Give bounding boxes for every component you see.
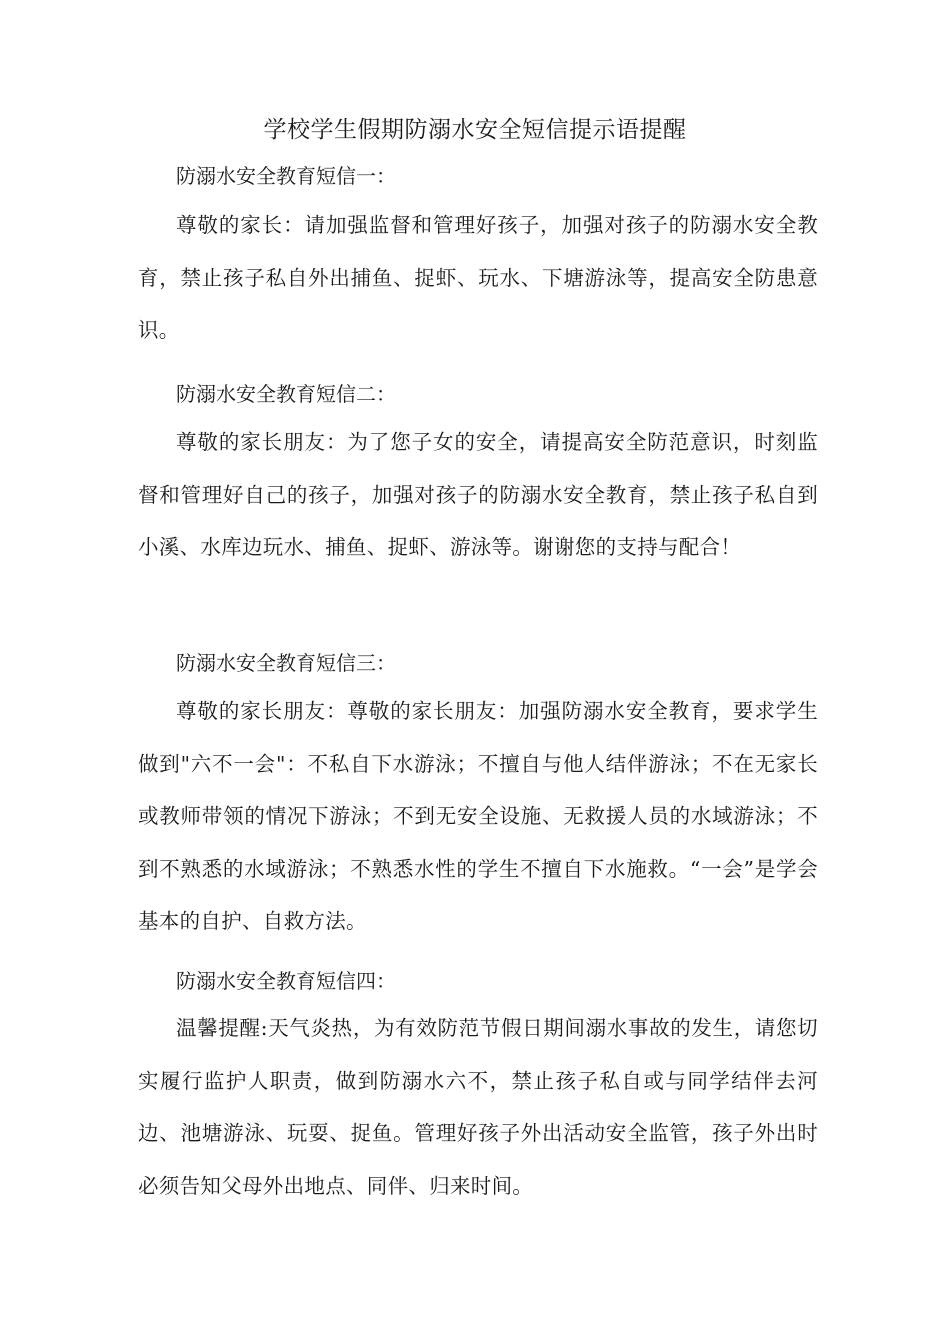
document-title: 学校学生假期防溺水安全短信提示语提醒: [263, 117, 687, 143]
section-4-body: 温馨提醒:天气炎热，为有效防范节假日期间溺水事故的发生，请您切实履行监护人职责，做到防溺水六不，禁止孩子私自或与同学结伴去河边、池塘游泳、玩耍、捉鱼。管理好孩子外出活动安全监管，孩子外出时必须告知父母外出地点、同伴、归来时间。: [138, 1016, 818, 1198]
section-2-body: 尊敬的家长朋友：为了您子女的安全，请提高安全防范意识，时刻监督和管理好自己的孩子，加强对孩子的防溺水安全教育，禁止孩子私自到小溪、水库边玩水、捕鱼、捉虾、游泳等。谢谢您的支持与配合！: [138, 430, 818, 559]
section-2-heading: 防溺水安全教育短信二：: [176, 382, 396, 406]
section-3-body: 尊敬的家长朋友：尊敬的家长朋友：加强防溺水安全教育，要求学生做到"六不一会"：不私自下水游泳；不擅自与他人结伴游泳；不在无家长或教师带领的情况下游泳；不到无安全设施、无救援人员的水域游泳；不到不熟悉的水域游泳；不熟悉水性的学生不擅自下水施救。“一会”是学会基本的自护、自救方法。: [138, 699, 818, 933]
section-1-heading: 防溺水安全教育短信一：: [176, 164, 396, 188]
section-3-heading: 防溺水安全教育短信三：: [176, 651, 396, 675]
section-4-heading: 防溺水安全教育短信四：: [176, 969, 396, 993]
section-1-body: 尊敬的家长：请加强监督和管理好孩子，加强对孩子的防溺水安全教育，禁止孩子私自外出捕鱼、捉虾、玩水、下塘游泳等，提高安全防患意识。: [138, 213, 818, 342]
